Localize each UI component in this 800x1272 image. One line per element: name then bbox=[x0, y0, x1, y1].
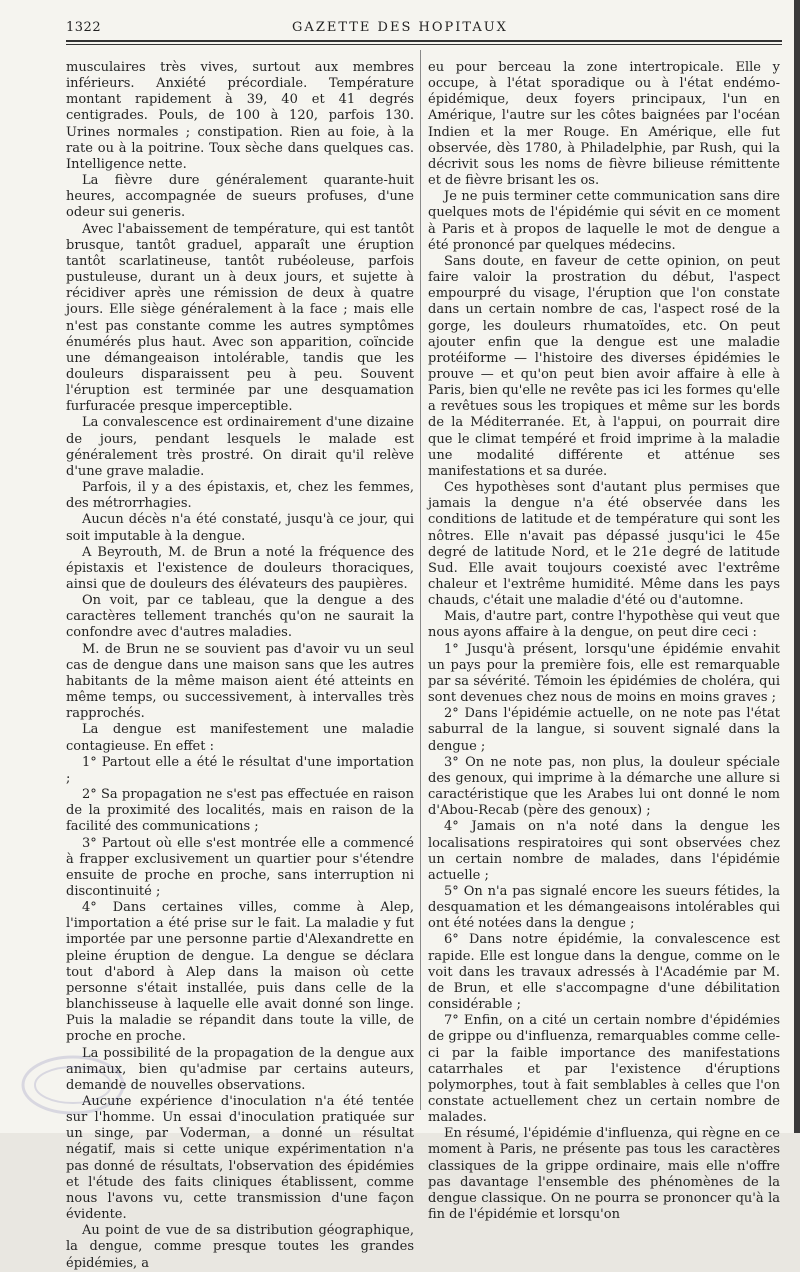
paragraph: eu pour berceau la zone intertropicale. Elle y occupe, à l'état sporadique ou à l'état endémo-épidémique, deux foyers principaux, l'un en Amérique, l'autre sur les côtes baignées par l'océan Indien et la mer Rouge. En Amérique, elle fut observée, dès 1780, à Philadelphie, par Rush, qui la décrivit sous les noms de fièvre bilieuse rémittente et de fièvre brisant les os. bbox=[428, 60, 780, 189]
page-number: 1322 bbox=[66, 20, 102, 35]
paragraph: 7° Enfin, on a cité un certain nombre d'épidémies de grippe ou d'influenza, remarquables comme celle-ci par la faible importance des manifestations catarrhales et par l'existence d'éruptions polymorphes, tout à fait semblables à celles que l'on constate actuellement chez un certain nombre de malades. bbox=[428, 1013, 780, 1126]
page-edge-shadow bbox=[794, 0, 800, 1133]
paragraph: musculaires très vives, surtout aux membres inférieurs. Anxiété précordiale. Température montant rapidement à 39, 40 et 41 degrés centigrades. Pouls, de 100 à 120, parfois 130. Urines normales ; constipation. Rien au foie, à la rate ou à la poitrine. Toux sèche dans quelques cas. Intelligence nette. bbox=[66, 60, 414, 172]
paragraph: 4° Jamais on n'a noté dans la dengue les localisations respiratoires qui sont observées chez un certain nombre de malades, dans l'épidémie actuelle ; bbox=[428, 819, 780, 883]
paragraph: 5° On n'a pas signalé encore les sueurs fétides, la desquamation et les démangeaisons intolérables qui ont été notées dans la dengue ; bbox=[428, 883, 780, 932]
paragraph: Aucun décès n'a été constaté, jusqu'à ce jour, qui soit imputable à la dengue. bbox=[66, 512, 414, 544]
paragraph: 2° Dans l'épidémie actuelle, on ne note pas l'état saburral de la langue, si souvent signalé dans la dengue ; bbox=[428, 706, 780, 754]
paragraph: La possibilité de la propagation de la dengue aux animaux, bien qu'admise par certains auteurs, demande de nouvelles observations. bbox=[66, 1045, 414, 1093]
page-header bbox=[0, 20, 800, 40]
paragraph: Ces hypothèses sont d'autant plus permises que jamais la dengue n'a été observée dans les conditions de latitude et de température qui sont les nôtres. Elle n'avait pas dépassé jusqu'ici le 45e degré de latitude Nord, et le 21e degré de latitude Sud. Elle avait toujours coexisté avec l'extrême chaleur et l'extrême humidité. Même dans les pays chauds, c'était une maladie d'été ou d'automne. bbox=[428, 480, 780, 609]
paragraph: A Beyrouth, M. de Brun a noté la fréquence des épistaxis et l'existence de douleurs thoraciques, ainsi que de douleurs des élévateurs des paupières. bbox=[66, 544, 414, 592]
paragraph: Aucune expérience d'inoculation n'a été tentée sur l'homme. Un essai d'inoculation pratiquée sur un singe, par Voderman, a donné un résultat négatif, mais si cette unique expérimentation n'a pas donné de résultats, l'observation des épidémies et l'étude des faits cliniques établissent, comme nous l'avons vu, cette transmission d'une façon évidente. bbox=[66, 1094, 414, 1223]
paragraph: Au point de vue de sa distribution géographique, la dengue, comme presque toutes les grandes épidémies, a bbox=[66, 1223, 414, 1271]
journal-title: GAZETTE DES HOPITAUX bbox=[292, 20, 508, 35]
paragraph: La dengue est manifestement une maladie contagieuse. En effet : bbox=[66, 722, 414, 754]
paragraph: La fièvre dure généralement quarante-huit heures, accompagnée de sueurs profuses, d'une odeur sui generis. bbox=[66, 173, 414, 221]
paragraph: Avec l'abaissement de température, qui est tantôt brusque, tantôt graduel, apparaît une éruption tantôt scarlatineuse, tantôt rubéoleuse, parfois pustuleuse, durant un à deux jours, et sujette à récidiver après une rémission de deux à quatre jours. Elle siège généralement à la face ; mais elle n'est pas constante comme les autres symptômes énumérés plus haut. Avec son apparition, coïncide une démangeaison intolérable, tandis que les douleurs disparaissent peu à peu. Souvent l'éruption est terminée par une desquamation furfuracée presque imperceptible. bbox=[66, 221, 414, 415]
paragraph: La convalescence est ordinairement d'une dizaine de jours, pendant lesquels le malade est généralement très prostré. On dirait qu'il relève d'une grave maladie. bbox=[66, 415, 414, 479]
paragraph: M. de Brun ne se souvient pas d'avoir vu un seul cas de dengue dans une maison sans que les autres habitants de la même maison aient été atteints en même temps, ou successivement, à intervalles très rapprochés. bbox=[66, 641, 414, 722]
paragraph: Mais, d'autre part, contre l'hypothèse qui veut que nous ayons affaire à la dengue, on peut dire ceci : bbox=[428, 609, 780, 641]
column-divider bbox=[420, 50, 421, 1110]
header-rule-thin bbox=[66, 44, 782, 45]
paragraph: Je ne puis terminer cette communication sans dire quelques mots de l'épidémie qui sévit en ce moment à Paris et à propos de laquelle le mot de dengue a été prononcé par quelques médecins. bbox=[428, 189, 780, 253]
paragraph: 1° Jusqu'à présent, lorsqu'une épidémie envahit un pays pour la première fois, elle est remarquable par sa sévérité. Témoin les épidémies de choléra, qui sont devenues chez nous de moins en moins graves ; bbox=[428, 641, 780, 706]
header-rule-thick bbox=[66, 40, 782, 42]
paragraph: 6° Dans notre épidémie, la convalescence est rapide. Elle est longue dans la dengue, comme on le voit dans les travaux adressés à l'Académie par M. de Brun, et elle s'accompagne d'une débilitation considérable ; bbox=[428, 932, 780, 1013]
paragraph: On voit, par ce tableau, que la dengue a des caractères tellement tranchés qu'on ne saurait la confondre avec d'autres maladies. bbox=[66, 593, 414, 641]
paragraph: Sans doute, en faveur de cette opinion, on peut faire valoir la prostration du début, l'aspect empourpré du visage, l'éruption que l'on constate dans un certain nombre de cas, l'aspect rosé de la gorge, les douleurs rhumatoïdes, etc. On peut ajouter enfin que la dengue est une maladie protéiforme — l'histoire des diverses épidémies le prouve — et qu'on peut bien avoir affaire à elle à Paris, bien qu'elle ne revête pas ici les formes qu'elle a revêtues sous les tropiques et même sur les bords de la Méditerranée. Et, à l'appui, on pourrait dire que le climat tempéré et froid imprime à la maladie une modalité différente et atténue ses manifestations et sa durée. bbox=[428, 253, 780, 479]
library-stamp-icon bbox=[18, 1050, 128, 1120]
paragraph: 4° Dans certaines villes, comme à Alep, l'importation a été prise sur le fait. La maladie y fut importée par une personne partie d'Alexandrette en pleine éruption de dengue. La dengue se déclara tout d'abord à Alep dans la maison où cette personne s'était installée, puis dans celle de la blanchisseuse à laquelle elle avait donné son linge. Puis la maladie se répandit dans toute la ville, de proche en proche. bbox=[66, 900, 414, 1045]
paragraph: 3° On ne note pas, non plus, la douleur spéciale des genoux, qui imprime à la démarche une allure si caractéristique que les Arabes lui ont donné le nom d'Abou-Recab (père des genoux) ; bbox=[428, 754, 780, 819]
paragraph: 3° Partout où elle s'est montrée elle a commencé à frapper exclusivement un quartier pour s'étendre ensuite de proche en proche, sans interruption ni discontinuité ; bbox=[66, 835, 414, 899]
paragraph: En résumé, l'épidémie d'influenza, qui règne en ce moment à Paris, ne présente pas tous les caractères classiques de la grippe ordinaire, mais elle n'offre pas davantage l'ensemble des phénomènes de la dengue classique. On ne pourra se prononcer qu'à la fin de l'épidémie et lorsqu'on bbox=[428, 1126, 780, 1223]
paragraph: Parfois, il y a des épistaxis, et, chez les femmes, des métrorrhagies. bbox=[66, 480, 414, 512]
paragraph: 2° Sa propagation ne s'est pas effectuée en raison de la proximité des localités, mais en raison de la facilité des communications ; bbox=[66, 787, 414, 835]
right-column bbox=[428, 60, 780, 1223]
paragraph: 1° Partout elle a été le résultat d'une importation ; bbox=[66, 754, 414, 786]
